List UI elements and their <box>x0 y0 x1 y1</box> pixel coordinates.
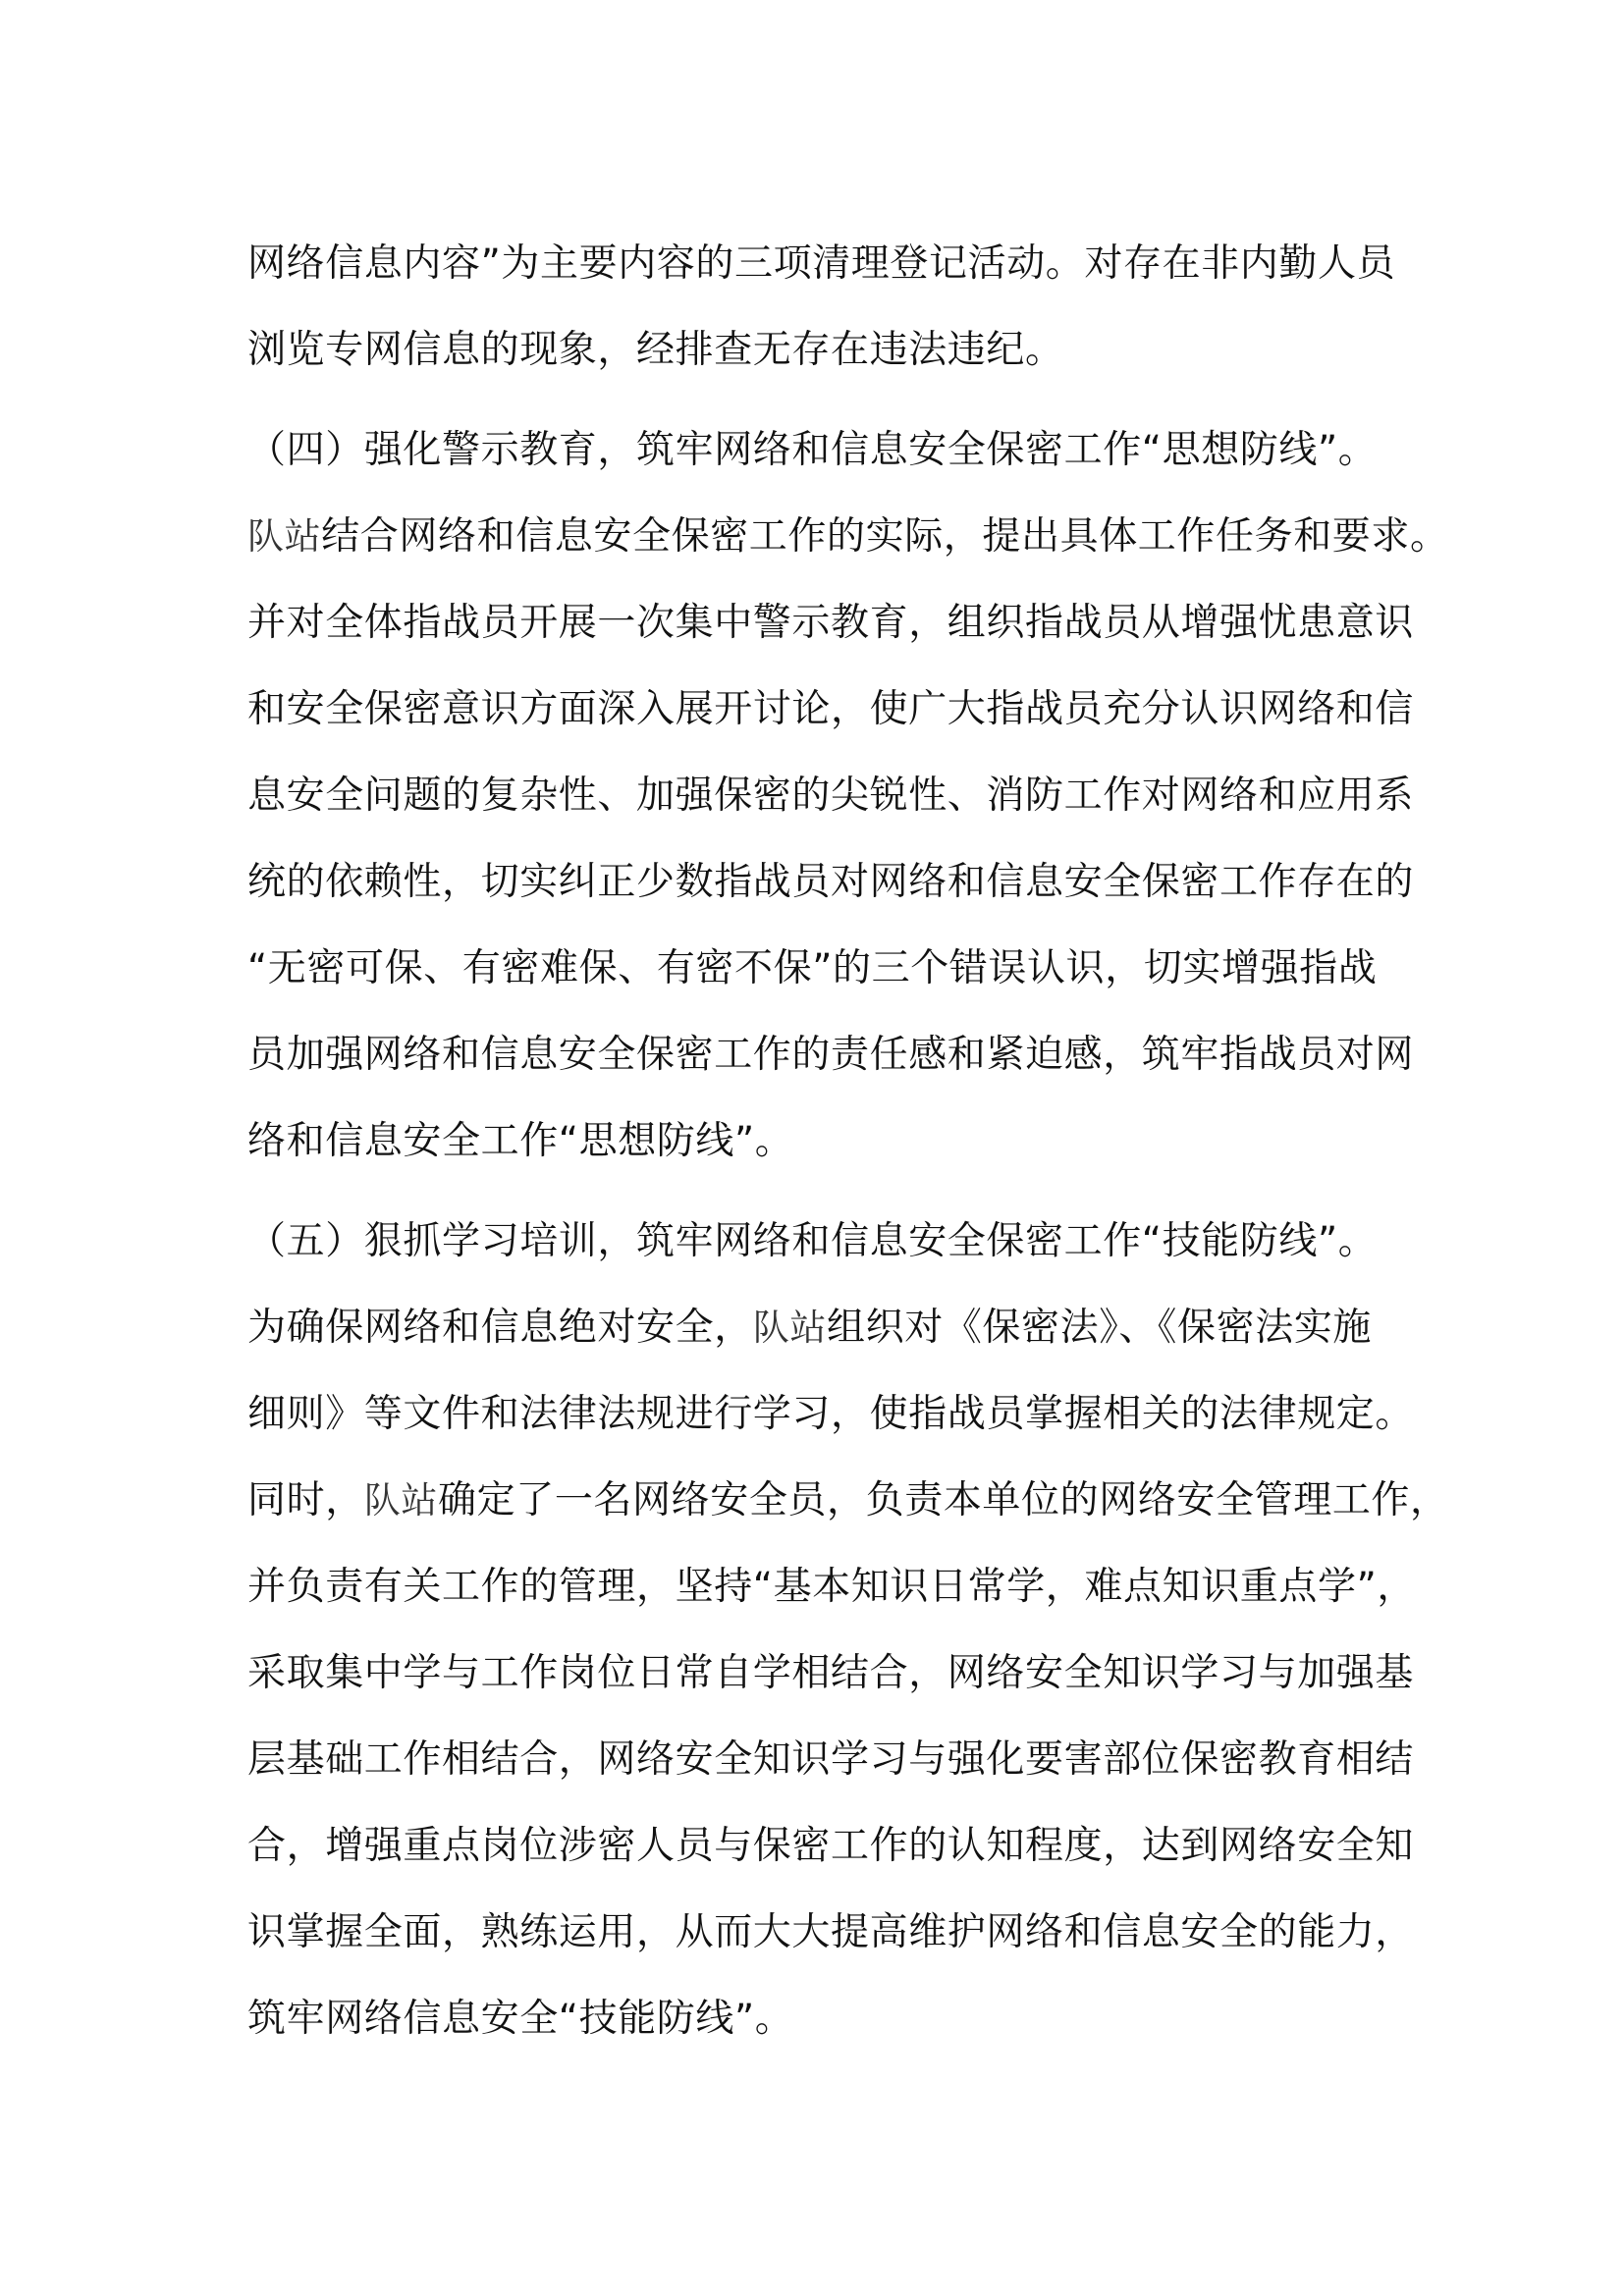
text-line-19 <box>247 1822 1414 1871</box>
text-line-11 <box>247 1117 793 1166</box>
text-line-1 <box>247 240 1395 289</box>
line-text: 采取集中学与工作岗位日常自学相结合，网络安全知识学习与加强基 <box>247 1651 1415 1695</box>
text-line-17 <box>247 1649 1414 1698</box>
line-text: 层基础工作相结合，网络安全知识学习与强化要害部位保密教育相结 <box>247 1737 1415 1782</box>
line-text: 结合网络和信息安全保密工作的实际，提出具体工作任务和要求。 <box>321 514 1449 559</box>
text-line-21 <box>247 1995 793 2044</box>
line-text: 筑牢网络信息安全“技能防线”。 <box>247 1997 794 2041</box>
line-text: 确定了一名网络安全员，负责本单位的网络安全管理工作， <box>438 1478 1449 1522</box>
text-line-13 <box>247 1304 1372 1353</box>
line-text: （四）强化警示教育，筑牢网络和信息安全保密工作“思想防线”。 <box>247 428 1378 472</box>
line-text: 统的依赖性，切实纠正少数指战员对网络和信息安全保密工作存在的 <box>247 860 1415 904</box>
line-text: 为确保网络和信息绝对安全， <box>247 1306 753 1350</box>
text-line-2 <box>247 326 1064 375</box>
unit-name: 队站 <box>247 515 322 558</box>
line-text: 息安全问题的复杂性、加强保密的尖锐性、消防工作对网络和应用系 <box>247 774 1415 818</box>
unit-name: 队站 <box>363 1479 439 1522</box>
unit-name: 队站 <box>752 1307 828 1349</box>
line-text: 和安全保密意识方面深入展开讨论，使广大指战员充分认识网络和信 <box>247 687 1415 731</box>
line-text: 组织对《保密法》、《保密法实施 <box>827 1306 1373 1350</box>
text-line-4 <box>247 512 1449 561</box>
text-line-10 <box>247 1031 1414 1080</box>
line-text: 浏览专网信息的现象，经排查无存在违法违纪。 <box>247 328 1064 372</box>
text-line-9 <box>247 944 1377 993</box>
section-heading-5 <box>247 1217 1377 1266</box>
line-text: 识掌握全面，熟练运用，从而大大提高维护网络和信息安全的能力， <box>247 1910 1415 1954</box>
section-heading-4 <box>247 426 1377 475</box>
text-line-18 <box>247 1735 1414 1785</box>
line-text: 合，增强重点岗位涉密人员与保密工作的认知程度，达到网络安全知 <box>247 1824 1415 1868</box>
line-text: 同时， <box>247 1478 364 1522</box>
text-line-14 <box>247 1390 1414 1439</box>
text-line-5 <box>247 599 1414 648</box>
line-text: （五）狠抓学习培训，筑牢网络和信息安全保密工作“技能防线”。 <box>247 1219 1378 1263</box>
line-text: 细则》等文件和法律法规进行学习，使指战员掌握相关的法律规定。 <box>247 1392 1415 1436</box>
text-line-15 <box>247 1476 1449 1525</box>
line-text: 并对全体指战员开展一次集中警示教育，组织指战员从增强忧患意识 <box>247 601 1415 645</box>
line-text: “无密可保、有密难保、有密不保”的三个错误认识，切实增强指战 <box>247 946 1378 990</box>
text-line-6 <box>247 685 1414 734</box>
line-text: 并负责有关工作的管理，坚持“基本知识日常学，难点知识重点学”， <box>247 1565 1417 1609</box>
text-line-7 <box>247 772 1414 821</box>
text-line-20 <box>247 1908 1414 1957</box>
text-line-8 <box>247 858 1414 907</box>
text-line-16 <box>247 1563 1416 1612</box>
line-text: 员加强网络和信息安全保密工作的责任感和紧迫感，筑牢指战员对网 <box>247 1033 1415 1077</box>
line-text: 网络信息内容”为主要内容的三项清理登记活动。对存在非内勤人员 <box>247 241 1396 286</box>
line-text: 络和信息安全工作“思想防线”。 <box>247 1119 794 1163</box>
